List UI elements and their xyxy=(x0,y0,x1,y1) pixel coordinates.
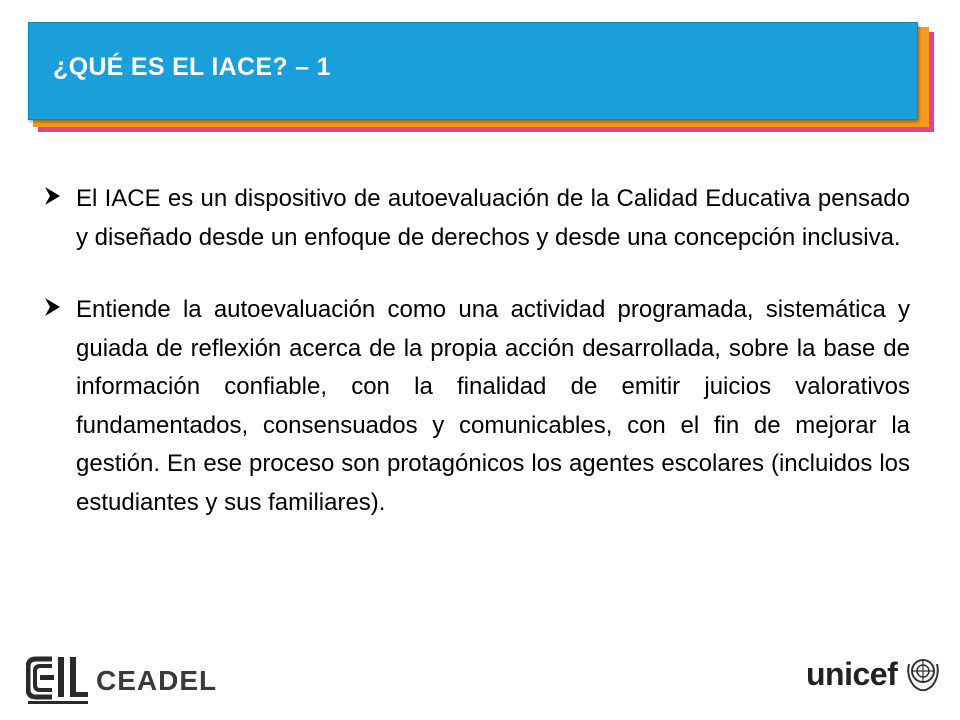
list-item xyxy=(40,180,910,257)
bullet-text: El IACE es un dispositivo de autoevaluación de la Calidad Educativa pensado y diseñado desde un enfoque de derechos y desde una concepción inclusiva. xyxy=(76,185,910,251)
unicef-logo xyxy=(806,650,940,702)
page-title: ¿QUÉ ES EL IACE? – 1 xyxy=(53,53,331,81)
banner-blue-layer xyxy=(28,22,918,120)
ceadel-logo-icon xyxy=(26,653,90,705)
ceadel-logo xyxy=(26,653,218,705)
title-banner xyxy=(28,22,938,134)
bullet-list xyxy=(40,180,910,556)
list-item xyxy=(40,291,910,522)
bullet-text: Entiende la autoevaluación como una actividad programada, sistemática y guiada de reflexión acerca de la propia acción desarrollada, sobre la base de información confiable, con la finalidad de emitir juicios valorativos fundamentados, consensuados y comunicables, con el fin de mejorar la gestión. En ese proceso son protagónicos los agentes escolares (incluidos los estudiantes y sus familiares). xyxy=(76,296,910,516)
unicef-wordmark: unicef xyxy=(806,656,898,692)
arrow-bullet-icon xyxy=(44,186,64,206)
un-emblem-icon xyxy=(906,654,940,692)
arrow-bullet-icon xyxy=(44,297,64,317)
ceadel-wordmark: CEADEL xyxy=(96,665,218,696)
